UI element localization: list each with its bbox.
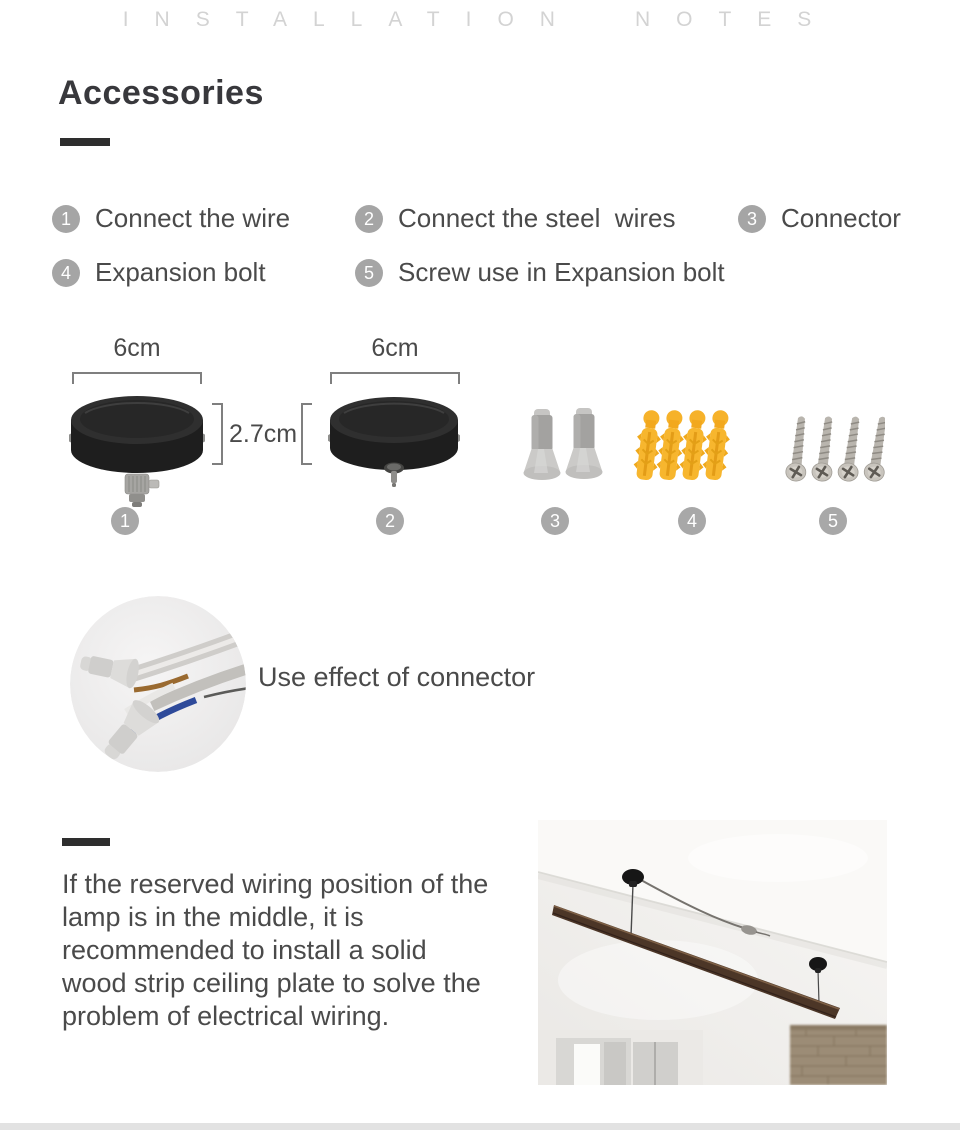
tip-line-3: recommended to install a solid (62, 935, 427, 965)
step-label-3: Connector (781, 203, 901, 233)
step-item-2 (355, 203, 675, 234)
banner-word-installation: INSTALLATION (122, 8, 581, 31)
part-badge-2: 2 (376, 507, 404, 535)
step-item-4 (52, 257, 266, 288)
step-label-1: Connect the wire (95, 203, 291, 233)
step-badge-2: 2 (355, 205, 383, 233)
connector-usage-photo (70, 596, 246, 772)
screws-illustration (780, 408, 885, 493)
step-item-3 (738, 203, 901, 234)
next-section-divider (0, 1123, 960, 1130)
banner (0, 8, 960, 32)
step-label-2: Connect the steel wires (398, 203, 676, 233)
ceiling-canopy-2-illustration (328, 394, 460, 495)
tip-line-4: wood strip ceiling plate to solve the (62, 968, 481, 998)
step-badge-3: 3 (738, 205, 766, 233)
title-underline-bar (60, 138, 110, 146)
tip-accent-bar (62, 838, 110, 846)
expansion-bolt-icon (633, 406, 733, 488)
canopy-height-label: 2.7cm (229, 420, 298, 448)
canopy-stud-icon (328, 394, 460, 490)
part-badge-1: 1 (111, 507, 139, 535)
step-item-1 (52, 203, 290, 234)
canopy1-width-bracket (72, 372, 202, 384)
ceiling-canopy-1-illustration (69, 392, 205, 517)
part-badge-4: 4 (678, 507, 706, 535)
canopy1-width-label: 6cm (113, 334, 161, 362)
page-title: Accessories (58, 74, 264, 112)
installed-lamp-photo (538, 820, 887, 1085)
part-badge-3: 3 (541, 507, 569, 535)
canopy2-width-label: 6cm (371, 334, 419, 362)
part-badge-5: 5 (819, 507, 847, 535)
canopy-height-bracket-right (301, 403, 312, 465)
wire-connector-icon (518, 403, 608, 488)
step-badge-5: 5 (355, 259, 383, 287)
screw-icon (780, 408, 885, 488)
step-badge-4: 4 (52, 259, 80, 287)
tip-line-2: lamp is in the middle, it is (62, 902, 364, 932)
canopy-height-bracket-left (212, 403, 223, 465)
step-badge-1: 1 (52, 205, 80, 233)
installed-lamp-photo-image (538, 820, 887, 1085)
step-label-4: Expansion bolt (95, 257, 266, 287)
connector-usage-photo-image (70, 596, 246, 772)
tip-line-5: problem of electrical wiring. (62, 1001, 390, 1031)
connector-usage-caption: Use effect of connector (258, 662, 536, 692)
tip-line-1: If the reserved wiring position of the (62, 869, 489, 899)
step-label-5: Screw use in Expansion bolt (398, 257, 725, 287)
canopy-cord-grip-icon (69, 392, 205, 512)
expansion-bolts-illustration (633, 406, 733, 493)
wire-connectors-illustration (518, 403, 608, 493)
step-item-5 (355, 257, 725, 288)
tip-paragraph (62, 868, 532, 1033)
canopy2-width-bracket (330, 372, 460, 384)
banner-word-notes: NOTES (634, 8, 838, 31)
